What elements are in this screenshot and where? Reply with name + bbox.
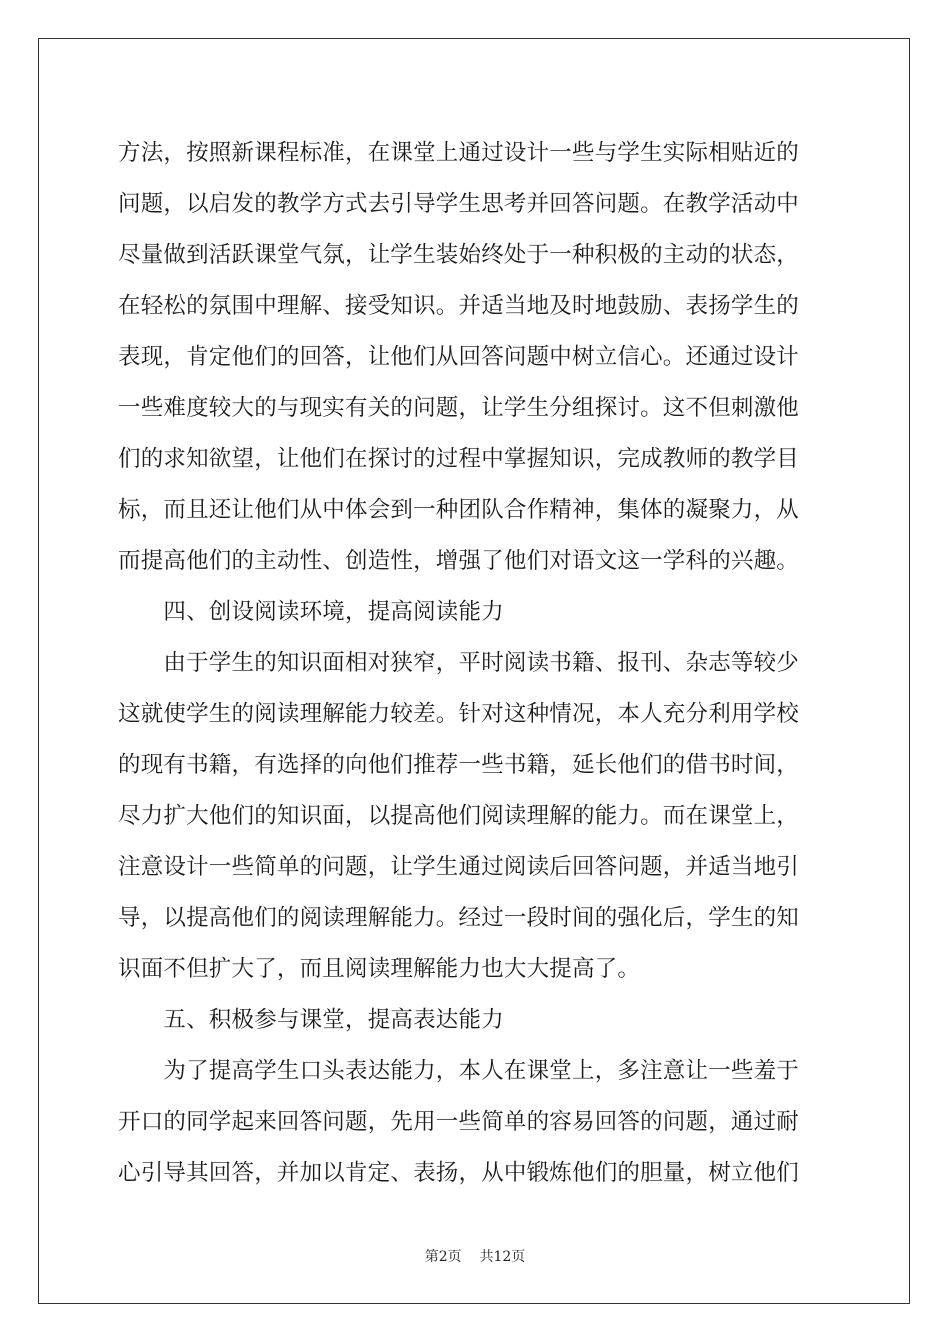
text-line: 识面不但扩大了，而且阅读理解能力也大大提高了。 <box>118 956 641 982</box>
text-line: 尽量做到活跃课堂气氛，让学生装始终处于一种积极的主动的状态， <box>118 242 800 268</box>
text-line: 由于学生的知识面相对狭窄，平时阅读书籍、报刊、杂志等较少 <box>118 650 800 676</box>
text-line: 尽力扩大他们的知识面，以提高他们阅读理解的能力。而在课堂上， <box>118 803 800 829</box>
page-footer: 第2页 共12页 <box>424 1249 526 1265</box>
text-line: 注意设计一些简单的问题，让学生通过阅读后回答问题，并适当地引 <box>118 854 800 880</box>
text-line: 标，而且还让他们从中体会到一种团队合作精神，集体的凝聚力，从 <box>118 497 800 523</box>
section-heading: 五、积极参与课堂，提高表达能力 <box>118 1007 504 1033</box>
text-line: 一些难度较大的与现实有关的问题，让学生分组探讨。这不但刺激他 <box>118 395 800 421</box>
text-line: 这就使学生的阅读理解能力较差。针对这种情况，本人充分利用学校 <box>118 701 800 727</box>
text-line: 的现有书籍，有选择的向他们推荐一些书籍，延长他们的借书时间， <box>118 752 800 778</box>
text-line: 在轻松的氛围中理解、接受知识。并适当地及时地鼓励、表扬学生的 <box>118 293 800 319</box>
document-body <box>118 128 834 1199</box>
text-line: 开口的同学起来回答问题，先用一些简单的容易回答的问题，通过耐 <box>118 1109 800 1135</box>
text-line: 表现，肯定他们的回答，让他们从回答问题中树立信心。还通过设计 <box>118 344 800 370</box>
text-line: 而提高他们的主动性、创造性，增强了他们对语文这一学科的兴趣。 <box>118 548 800 574</box>
text-line: 心引导其回答，并加以肯定、表扬，从中锻炼他们的胆量，树立他们 <box>118 1160 800 1186</box>
text-line: 导，以提高他们的阅读理解能力。经过一段时间的强化后，学生的知 <box>118 905 800 931</box>
text-line: 们的求知欲望，让他们在探讨的过程中掌握知识，完成教师的教学目 <box>118 446 800 472</box>
text-line: 方法，按照新课程标准，在课堂上通过设计一些与学生实际相贴近的 <box>118 140 800 166</box>
section-heading: 四、创设阅读环境，提高阅读能力 <box>118 599 504 625</box>
text-line: 问题，以启发的教学方式去引导学生思考并回答问题。在教学活动中 <box>118 191 800 217</box>
text-line: 为了提高学生口头表达能力，本人在课堂上，多注意让一些羞于 <box>118 1058 800 1084</box>
